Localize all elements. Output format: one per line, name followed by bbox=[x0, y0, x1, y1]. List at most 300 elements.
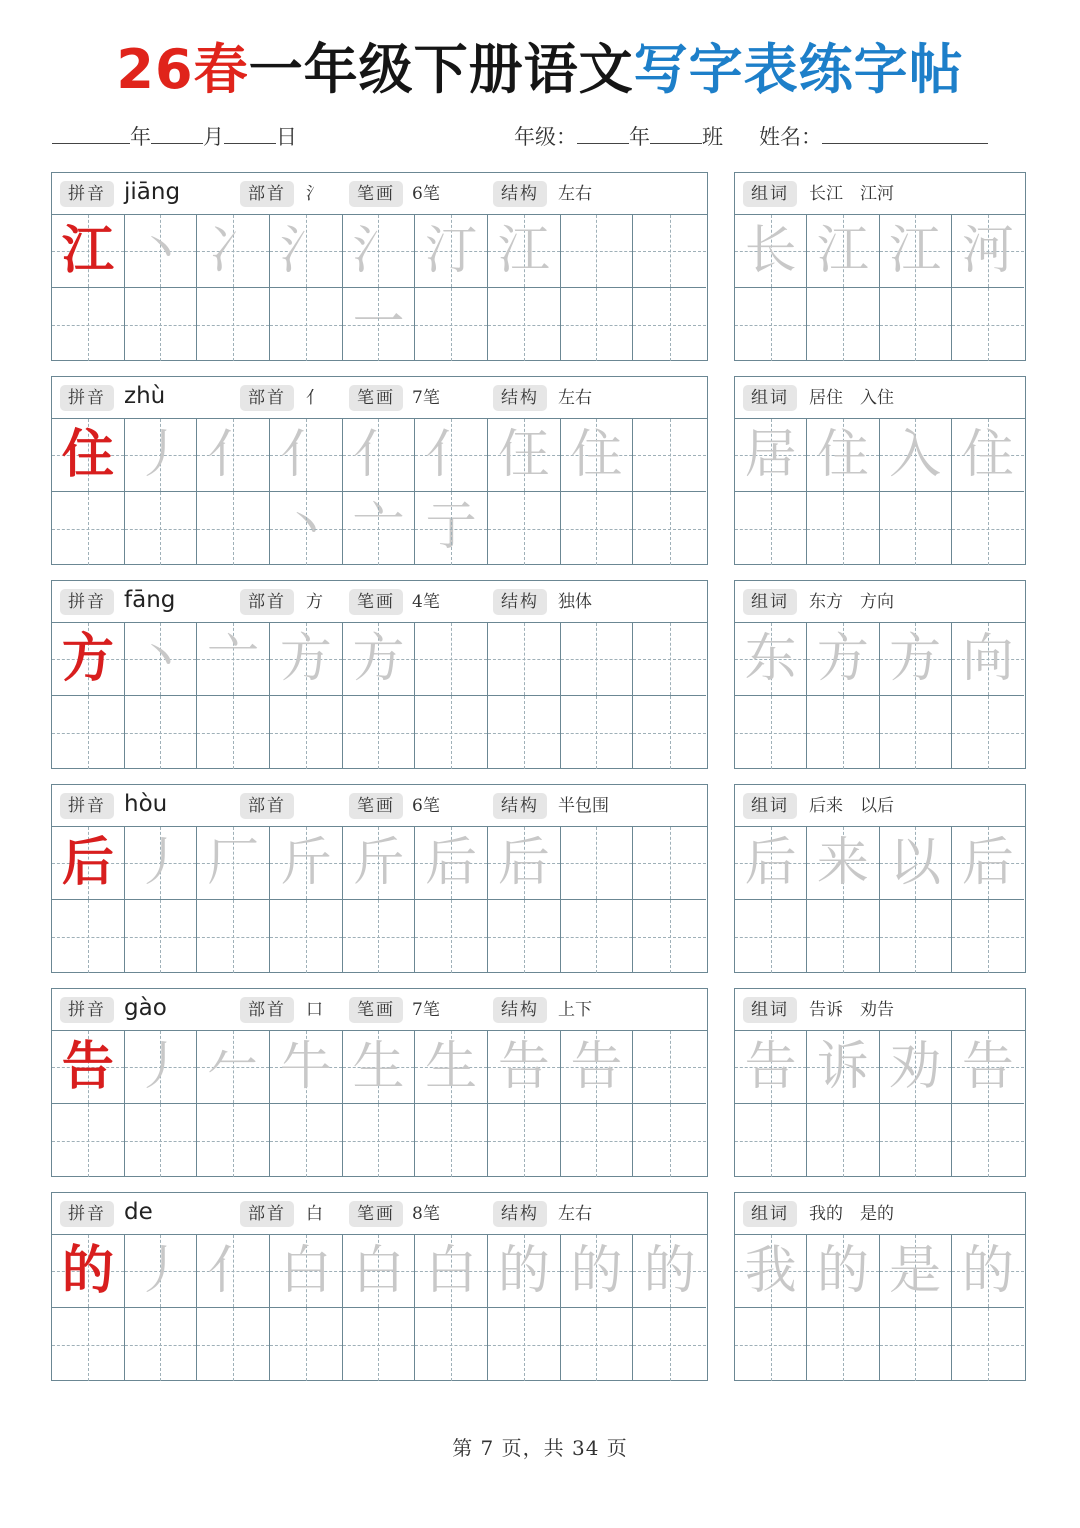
character-practice-block bbox=[51, 580, 708, 769]
guide-line-vertical bbox=[596, 900, 597, 973]
trace-character: 白 bbox=[425, 1241, 478, 1301]
guide-line-vertical bbox=[451, 288, 452, 361]
stroke-order-cell[interactable] bbox=[561, 419, 634, 492]
structure-tag: 结构 bbox=[493, 1201, 547, 1227]
model-cell[interactable] bbox=[52, 623, 125, 696]
stroke-order-cell[interactable] bbox=[125, 419, 198, 492]
guide-line-vertical bbox=[915, 1104, 916, 1177]
writing-cell[interactable] bbox=[488, 623, 561, 696]
word-practice-block bbox=[734, 988, 1026, 1177]
pinyin-value: de bbox=[124, 1199, 153, 1225]
radical-tag: 部首 bbox=[240, 385, 294, 411]
stroke-order-cell[interactable] bbox=[125, 215, 198, 288]
word-writing-cell[interactable] bbox=[735, 1104, 807, 1177]
guide-line-vertical bbox=[88, 1104, 89, 1177]
trace-character: 的 bbox=[570, 1241, 623, 1301]
guide-line-vertical bbox=[670, 492, 671, 565]
writing-cell[interactable] bbox=[415, 492, 488, 565]
trace-character: 的 bbox=[961, 1241, 1014, 1301]
writing-cell[interactable] bbox=[561, 288, 634, 361]
writing-cell[interactable] bbox=[270, 1104, 343, 1177]
word-practice-block bbox=[734, 580, 1026, 769]
word-writing-cell[interactable] bbox=[807, 1308, 879, 1381]
pinyin-tag: 拼音 bbox=[60, 793, 114, 819]
stroke-order-cell[interactable] bbox=[343, 419, 416, 557]
writing-cell[interactable] bbox=[52, 1104, 125, 1177]
writing-cell[interactable] bbox=[197, 492, 270, 565]
word-writing-cell[interactable] bbox=[807, 696, 879, 769]
trace-character: 告 bbox=[961, 1037, 1014, 1097]
pinyin-tag: 拼音 bbox=[60, 385, 114, 411]
name-blank[interactable] bbox=[822, 122, 988, 144]
words-bar bbox=[735, 1193, 1025, 1235]
model-cell[interactable] bbox=[52, 419, 125, 492]
info-bar bbox=[52, 581, 707, 623]
trace-character: 亻亠 bbox=[352, 425, 405, 557]
stroke-order-cell[interactable] bbox=[197, 215, 270, 288]
writing-cell[interactable] bbox=[343, 900, 416, 973]
stroke-order-cell[interactable] bbox=[270, 1031, 343, 1104]
day-blank[interactable] bbox=[224, 122, 276, 144]
writing-cell[interactable] bbox=[633, 1031, 706, 1104]
title-blue-part: 写字表练字帖 bbox=[633, 38, 964, 101]
stroke-order-cell[interactable] bbox=[343, 215, 416, 353]
trace-character: 氵 bbox=[279, 221, 332, 281]
writing-cell[interactable] bbox=[561, 827, 634, 900]
stroke-order-cell[interactable] bbox=[197, 623, 270, 696]
stroke-order-cell[interactable] bbox=[488, 1235, 561, 1308]
radical-tag: 部首 bbox=[240, 181, 294, 207]
model-cell[interactable] bbox=[52, 1031, 125, 1104]
writing-cell[interactable] bbox=[415, 900, 488, 973]
words-value: 告诉 劝告 bbox=[809, 1000, 894, 1020]
guide-line-vertical bbox=[670, 827, 671, 899]
guide-line-vertical bbox=[451, 900, 452, 973]
strokes-value: 6笔 bbox=[412, 184, 440, 204]
word-writing-cell[interactable] bbox=[952, 696, 1024, 769]
trace-character: 来 bbox=[816, 833, 869, 893]
writing-cell[interactable] bbox=[633, 215, 706, 288]
trace-character: 𠂉 bbox=[207, 1037, 260, 1097]
word-trace-cell[interactable] bbox=[880, 1235, 952, 1308]
word-trace-cell[interactable] bbox=[735, 827, 807, 900]
guide-line-vertical bbox=[160, 288, 161, 361]
guide-line-vertical bbox=[915, 288, 916, 361]
stroke-order-cell[interactable] bbox=[343, 623, 416, 696]
word-writing-cell[interactable] bbox=[735, 696, 807, 769]
writing-cell[interactable] bbox=[125, 492, 198, 565]
word-writing-cell[interactable] bbox=[952, 900, 1024, 973]
guide-line-vertical bbox=[843, 492, 844, 565]
word-writing-cell[interactable] bbox=[952, 1308, 1024, 1381]
character-practice-block bbox=[51, 784, 708, 973]
writing-cell[interactable] bbox=[633, 696, 706, 769]
writing-cell[interactable] bbox=[125, 288, 198, 361]
trace-character: 向 bbox=[961, 629, 1014, 689]
trace-character: 生 bbox=[425, 1037, 478, 1097]
stroke-order-cell[interactable] bbox=[488, 215, 561, 288]
writing-cell[interactable] bbox=[125, 900, 198, 973]
word-trace-cell[interactable] bbox=[735, 1235, 807, 1308]
grade-year-label: 年 bbox=[629, 125, 650, 149]
word-trace-cell[interactable] bbox=[735, 419, 807, 492]
word-writing-cell[interactable] bbox=[807, 288, 879, 361]
structure-value: 左右 bbox=[558, 388, 592, 408]
guide-line-vertical bbox=[233, 696, 234, 769]
writing-cell[interactable] bbox=[488, 288, 561, 361]
writing-cell[interactable] bbox=[633, 492, 706, 565]
word-writing-cell[interactable] bbox=[880, 492, 952, 565]
writing-cell[interactable] bbox=[561, 623, 634, 696]
word-writing-cell[interactable] bbox=[735, 288, 807, 361]
trace-character: 氵一 bbox=[352, 221, 405, 353]
stroke-order-cell[interactable] bbox=[270, 827, 343, 900]
stroke-order-cell[interactable] bbox=[343, 1235, 416, 1308]
word-writing-cell[interactable] bbox=[952, 288, 1024, 361]
guide-line-vertical bbox=[160, 1104, 161, 1177]
trace-character: 告 bbox=[570, 1037, 623, 1097]
trace-character: 住 bbox=[816, 425, 869, 485]
word-writing-cell[interactable] bbox=[952, 492, 1024, 565]
word-trace-cell[interactable] bbox=[807, 1235, 879, 1308]
word-writing-cell[interactable] bbox=[880, 1104, 952, 1177]
trace-character: 亻丶 bbox=[279, 425, 332, 557]
stroke-order-cell[interactable] bbox=[415, 827, 488, 900]
guide-line-vertical bbox=[88, 492, 89, 565]
writing-cell[interactable] bbox=[561, 900, 634, 973]
word-trace-cell[interactable] bbox=[952, 215, 1024, 288]
stroke-order-cell[interactable] bbox=[343, 1031, 416, 1104]
writing-cell[interactable] bbox=[561, 696, 634, 769]
words-tag: 组词 bbox=[743, 385, 797, 411]
guide-line-vertical bbox=[771, 696, 772, 769]
guide-line-vertical bbox=[524, 1104, 525, 1177]
writing-cell[interactable] bbox=[270, 900, 343, 973]
stroke-order-cell[interactable] bbox=[415, 215, 488, 288]
trace-character: 江 bbox=[816, 221, 869, 281]
writing-cell[interactable] bbox=[633, 827, 706, 900]
model-cell[interactable] bbox=[52, 827, 125, 900]
guide-line-vertical bbox=[451, 1104, 452, 1177]
trace-character: 白 bbox=[279, 1241, 332, 1301]
trace-character: 白 bbox=[352, 1241, 405, 1301]
info-bar bbox=[52, 989, 707, 1031]
month-label: 月 bbox=[203, 125, 224, 149]
guide-line-vertical bbox=[771, 1308, 772, 1381]
writing-cell[interactable] bbox=[270, 1308, 343, 1381]
strokes-value: 8笔 bbox=[412, 1204, 440, 1224]
word-trace-cell[interactable] bbox=[952, 1235, 1024, 1308]
writing-cell[interactable] bbox=[343, 696, 416, 769]
writing-cell[interactable] bbox=[488, 492, 561, 565]
word-writing-cell[interactable] bbox=[880, 900, 952, 973]
word-trace-cell[interactable] bbox=[952, 419, 1024, 492]
word-writing-cell[interactable] bbox=[735, 900, 807, 973]
stroke-order-cell[interactable] bbox=[270, 1235, 343, 1308]
writing-cell[interactable] bbox=[561, 1104, 634, 1177]
writing-cell[interactable] bbox=[633, 900, 706, 973]
writing-cell[interactable] bbox=[415, 623, 488, 696]
words-value: 我的 是的 bbox=[809, 1204, 894, 1224]
writing-cell[interactable] bbox=[343, 492, 416, 565]
structure-value: 半包围 bbox=[558, 796, 609, 816]
word-trace-cell[interactable] bbox=[735, 215, 807, 288]
stroke-order-cell[interactable] bbox=[488, 827, 561, 900]
guide-line-vertical bbox=[524, 696, 525, 769]
character-practice-block bbox=[51, 376, 708, 565]
word-trace-cell[interactable] bbox=[807, 419, 879, 492]
writing-cell[interactable] bbox=[415, 696, 488, 769]
stroke-order-cell[interactable] bbox=[197, 419, 270, 492]
grade-blank[interactable] bbox=[577, 122, 629, 144]
guide-line-vertical bbox=[88, 696, 89, 769]
trace-character: 丿 bbox=[134, 1037, 187, 1097]
words-tag: 组词 bbox=[743, 181, 797, 207]
guide-line-vertical bbox=[306, 1104, 307, 1177]
word-practice-block bbox=[734, 1192, 1026, 1381]
stroke-order-cell[interactable] bbox=[561, 1235, 634, 1308]
word-trace-cell[interactable] bbox=[807, 1031, 879, 1104]
trace-character: 亻亍 bbox=[425, 425, 478, 557]
grade-label: 年级： bbox=[514, 125, 577, 149]
writing-cell[interactable] bbox=[197, 1104, 270, 1177]
guide-line-vertical bbox=[596, 288, 597, 361]
writing-cell[interactable] bbox=[633, 419, 706, 492]
writing-cell[interactable] bbox=[633, 1308, 706, 1381]
word-writing-cell[interactable] bbox=[807, 900, 879, 973]
writing-cell[interactable] bbox=[125, 696, 198, 769]
guide-line-vertical bbox=[160, 900, 161, 973]
writing-cell[interactable] bbox=[488, 900, 561, 973]
word-writing-cell[interactable] bbox=[807, 492, 879, 565]
writing-cell[interactable] bbox=[488, 696, 561, 769]
class-label: 班 bbox=[702, 125, 723, 149]
strokes-tag: 笔画 bbox=[349, 385, 403, 411]
word-writing-cell[interactable] bbox=[880, 1308, 952, 1381]
writing-cell[interactable] bbox=[415, 1308, 488, 1381]
writing-cell[interactable] bbox=[52, 288, 125, 361]
stroke-order-cell[interactable] bbox=[343, 827, 416, 900]
word-trace-cell[interactable] bbox=[880, 827, 952, 900]
word-writing-cell[interactable] bbox=[807, 1104, 879, 1177]
writing-cell[interactable] bbox=[197, 900, 270, 973]
guide-line-vertical bbox=[670, 623, 671, 695]
words-tag: 组词 bbox=[743, 997, 797, 1023]
stroke-order-cell[interactable] bbox=[125, 1031, 198, 1104]
guide-line-vertical bbox=[378, 288, 379, 361]
word-trace-cell[interactable] bbox=[952, 1031, 1024, 1104]
word-trace-cell[interactable] bbox=[952, 623, 1024, 696]
title-red-part: 26春 bbox=[116, 38, 249, 101]
writing-cell[interactable] bbox=[343, 288, 416, 361]
trace-character: 江 bbox=[889, 221, 942, 281]
writing-cell[interactable] bbox=[561, 1308, 634, 1381]
date-fields bbox=[52, 120, 297, 154]
pinyin-value: gào bbox=[124, 995, 167, 1021]
writing-cell[interactable] bbox=[270, 492, 343, 565]
guide-line-vertical bbox=[451, 492, 452, 565]
trace-character: 丿 bbox=[134, 833, 187, 893]
word-trace-cell[interactable] bbox=[880, 1031, 952, 1104]
stroke-order-cell[interactable] bbox=[415, 1031, 488, 1104]
writing-cell[interactable] bbox=[270, 696, 343, 769]
stroke-order-cell[interactable] bbox=[197, 827, 270, 900]
strokes-value: 4笔 bbox=[412, 592, 440, 612]
guide-line-vertical bbox=[771, 1104, 772, 1177]
strokes-value: 7笔 bbox=[412, 388, 440, 408]
model-cell[interactable] bbox=[52, 215, 125, 288]
guide-line-vertical bbox=[596, 1308, 597, 1381]
word-writing-cell[interactable] bbox=[735, 1308, 807, 1381]
character-practice-block bbox=[51, 1192, 708, 1381]
header-row bbox=[52, 120, 1024, 154]
strokes-value: 6笔 bbox=[412, 796, 440, 816]
guide-line-vertical bbox=[670, 215, 671, 287]
trace-character: 冫 bbox=[207, 221, 260, 281]
stroke-order-cell[interactable] bbox=[270, 419, 343, 557]
info-bar bbox=[52, 377, 707, 419]
writing-cell[interactable] bbox=[633, 623, 706, 696]
guide-line-vertical bbox=[88, 288, 89, 361]
guide-line-vertical bbox=[988, 492, 989, 565]
class-blank[interactable] bbox=[650, 122, 702, 144]
word-trace-cell[interactable] bbox=[735, 623, 807, 696]
writing-cell[interactable] bbox=[197, 696, 270, 769]
stroke-order-cell[interactable] bbox=[197, 1031, 270, 1104]
word-trace-cell[interactable] bbox=[880, 419, 952, 492]
radical-value: 亻 bbox=[306, 388, 323, 408]
main-character: 告 bbox=[61, 1036, 114, 1097]
writing-cell[interactable] bbox=[488, 1104, 561, 1177]
word-trace-cell[interactable] bbox=[880, 623, 952, 696]
writing-cell[interactable] bbox=[488, 1308, 561, 1381]
guide-line-vertical bbox=[524, 492, 525, 565]
trace-character: 丿 bbox=[134, 425, 187, 485]
stroke-order-cell[interactable] bbox=[488, 419, 561, 492]
info-bar bbox=[52, 1193, 707, 1235]
writing-cell[interactable] bbox=[52, 696, 125, 769]
word-trace-cell[interactable] bbox=[952, 827, 1024, 900]
word-trace-cell[interactable] bbox=[735, 1031, 807, 1104]
writing-cell[interactable] bbox=[343, 1308, 416, 1381]
writing-cell[interactable] bbox=[52, 492, 125, 565]
writing-cell[interactable] bbox=[633, 1104, 706, 1177]
stroke-order-cell[interactable] bbox=[561, 1031, 634, 1104]
stroke-order-cell[interactable] bbox=[197, 1235, 270, 1308]
stroke-order-cell[interactable] bbox=[270, 215, 343, 288]
guide-line-vertical bbox=[670, 696, 671, 769]
word-writing-cell[interactable] bbox=[880, 288, 952, 361]
radical-tag: 部首 bbox=[240, 1201, 294, 1227]
pinyin-value: jiāng bbox=[124, 179, 181, 205]
trace-character: 住 bbox=[570, 425, 623, 485]
character-practice-block bbox=[51, 988, 708, 1177]
stroke-order-cell[interactable] bbox=[633, 1235, 706, 1308]
word-writing-cell[interactable] bbox=[952, 1104, 1024, 1177]
trace-character: 河 bbox=[961, 221, 1014, 281]
word-trace-cell[interactable] bbox=[807, 623, 879, 696]
trace-character: 斤 bbox=[279, 833, 332, 893]
writing-cell[interactable] bbox=[52, 900, 125, 973]
writing-cell[interactable] bbox=[415, 288, 488, 361]
word-trace-cell[interactable] bbox=[807, 827, 879, 900]
trace-character: 诉 bbox=[816, 1037, 869, 1097]
guide-line-vertical bbox=[306, 900, 307, 973]
stroke-order-cell[interactable] bbox=[488, 1031, 561, 1104]
writing-cell[interactable] bbox=[197, 1308, 270, 1381]
guide-line-vertical bbox=[843, 1104, 844, 1177]
word-trace-cell[interactable] bbox=[807, 215, 879, 288]
model-cell[interactable] bbox=[52, 1235, 125, 1308]
stroke-order-cell[interactable] bbox=[415, 1235, 488, 1308]
stroke-order-cell[interactable] bbox=[125, 1235, 198, 1308]
writing-cell[interactable] bbox=[270, 288, 343, 361]
structure-tag: 结构 bbox=[493, 181, 547, 207]
main-character: 住 bbox=[61, 424, 114, 485]
trace-character: 我 bbox=[744, 1241, 797, 1301]
guide-line-vertical bbox=[88, 900, 89, 973]
guide-line-vertical bbox=[670, 288, 671, 361]
word-trace-cell[interactable] bbox=[880, 215, 952, 288]
trace-character: 的 bbox=[816, 1241, 869, 1301]
structure-value: 上下 bbox=[558, 1000, 592, 1020]
year-blank[interactable] bbox=[52, 122, 130, 144]
trace-character: 江 bbox=[497, 221, 550, 281]
trace-character: 方 bbox=[889, 629, 942, 689]
writing-cell[interactable] bbox=[52, 1308, 125, 1381]
pinyin-value: zhù bbox=[124, 383, 166, 409]
trace-character: 亻 bbox=[207, 425, 260, 485]
strokes-tag: 笔画 bbox=[349, 1201, 403, 1227]
guide-line-vertical bbox=[988, 1104, 989, 1177]
page-footer: 第 7 页，共 34 页 bbox=[452, 1436, 628, 1460]
word-writing-cell[interactable] bbox=[880, 696, 952, 769]
guide-line-vertical bbox=[306, 1308, 307, 1381]
writing-cell[interactable] bbox=[633, 288, 706, 361]
guide-line-vertical bbox=[843, 288, 844, 361]
info-bar bbox=[52, 785, 707, 827]
writing-cell[interactable] bbox=[343, 1104, 416, 1177]
radical-tag: 部首 bbox=[240, 589, 294, 615]
guide-line-vertical bbox=[451, 696, 452, 769]
guide-line-vertical bbox=[233, 1308, 234, 1381]
writing-cell[interactable] bbox=[125, 1308, 198, 1381]
writing-cell[interactable] bbox=[125, 1104, 198, 1177]
guide-line-vertical bbox=[233, 492, 234, 565]
trace-character: 住 bbox=[961, 425, 1014, 485]
month-blank[interactable] bbox=[151, 122, 203, 144]
writing-cell[interactable] bbox=[561, 215, 634, 288]
guide-line-vertical bbox=[670, 419, 671, 491]
guide-line-vertical bbox=[670, 900, 671, 973]
stroke-order-cell[interactable] bbox=[270, 623, 343, 696]
guide-line-vertical bbox=[915, 900, 916, 973]
writing-cell[interactable] bbox=[561, 492, 634, 565]
guide-line-vertical bbox=[524, 288, 525, 361]
guide-line-vertical bbox=[843, 696, 844, 769]
trace-character: 方 bbox=[816, 629, 869, 689]
writing-cell[interactable] bbox=[415, 1104, 488, 1177]
structure-tag: 结构 bbox=[493, 589, 547, 615]
student-fields bbox=[514, 120, 988, 154]
stroke-order-cell[interactable] bbox=[125, 827, 198, 900]
trace-character: 丿 bbox=[134, 1241, 187, 1301]
main-character: 江 bbox=[61, 220, 114, 281]
stroke-order-cell[interactable] bbox=[125, 623, 198, 696]
word-writing-cell[interactable] bbox=[735, 492, 807, 565]
writing-cell[interactable] bbox=[197, 288, 270, 361]
stroke-order-cell[interactable] bbox=[415, 419, 488, 557]
